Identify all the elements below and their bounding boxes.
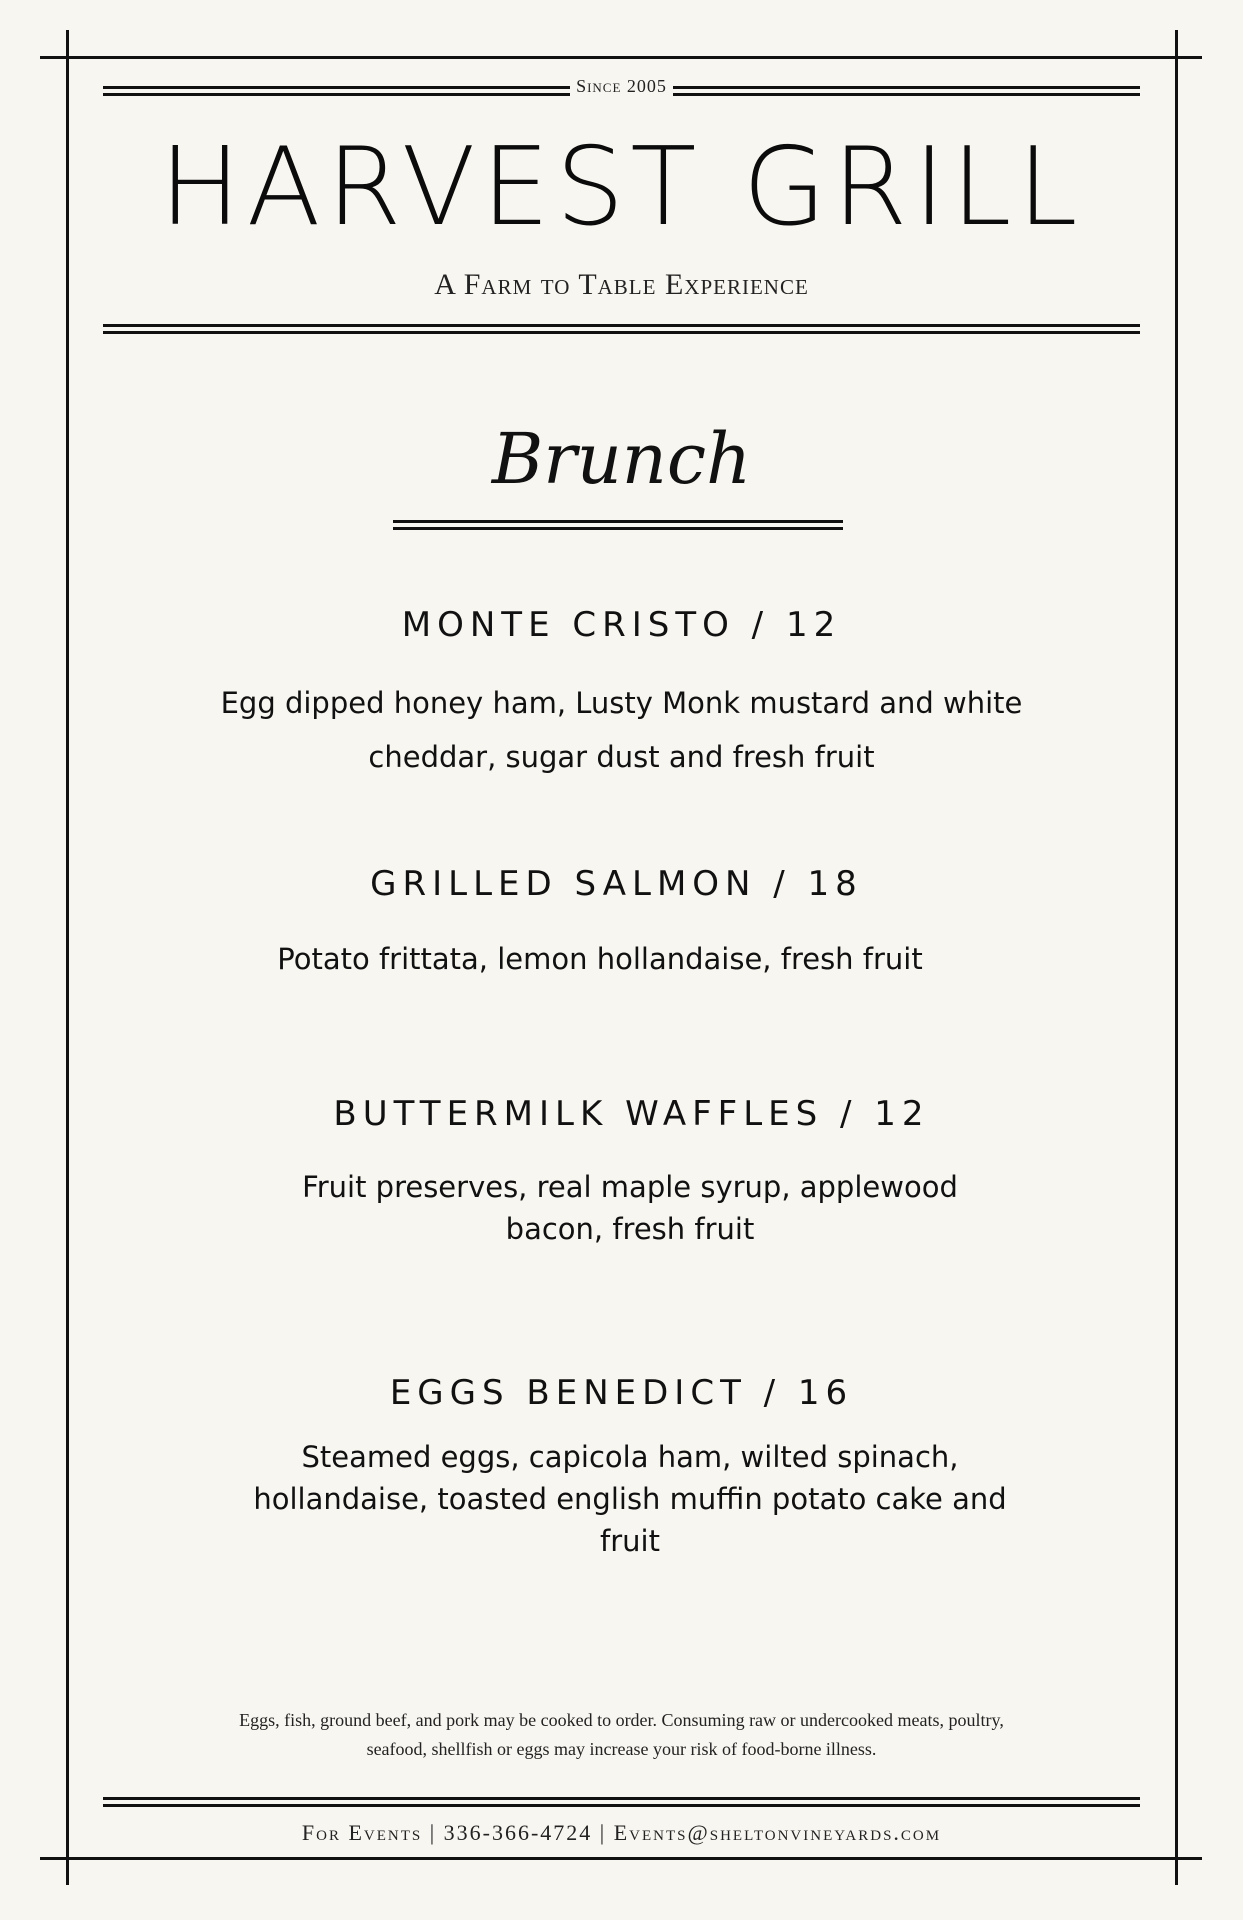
since-label: Since 2005 xyxy=(0,76,1243,97)
footer-rule xyxy=(103,1797,1140,1807)
disclaimer-text: Eggs, fish, ground beef, and pork may be cooked to order. Consuming raw or undercooked meats, poultry, seafood, shellfish or eggs may increase your risk of food-borne illness. xyxy=(239,1710,1004,1759)
frame-top-line xyxy=(40,56,1202,59)
events-contact: For Events | 336-366-4724 | Events@sheltonvineyards.com xyxy=(301,1820,942,1845)
frame-right-line xyxy=(1175,30,1178,1885)
frame-bottom-line xyxy=(40,1857,1202,1860)
frame-left-line xyxy=(66,30,69,1885)
item-name: BUTTERMILK WAFFLES / 12 xyxy=(333,1094,930,1134)
header-rule xyxy=(103,324,1140,334)
section-rule xyxy=(393,520,843,530)
item-description: Steamed eggs, capicola ham, wilted spinach, hollandaise, toasted english muffin potato cake and fruit xyxy=(253,1440,1007,1558)
restaurant-title: HARVEST GRILL xyxy=(159,125,1084,250)
tagline: A Farm to Table Experience xyxy=(434,268,809,301)
section-title: Brunch xyxy=(491,418,752,500)
item-description: Potato frittata, lemon hollandaise, fresh fruit xyxy=(277,942,923,976)
item-name: GRILLED SALMON / 18 xyxy=(370,864,863,904)
item-description: Egg dipped honey ham, Lusty Monk mustard and white cheddar, sugar dust and fresh fruit xyxy=(220,686,1023,774)
item-description: Fruit preserves, real maple syrup, applewood bacon, fresh fruit xyxy=(302,1170,958,1246)
item-name: EGGS BENEDICT / 16 xyxy=(389,1373,854,1413)
item-name: MONTE CRISTO / 12 xyxy=(401,605,842,645)
